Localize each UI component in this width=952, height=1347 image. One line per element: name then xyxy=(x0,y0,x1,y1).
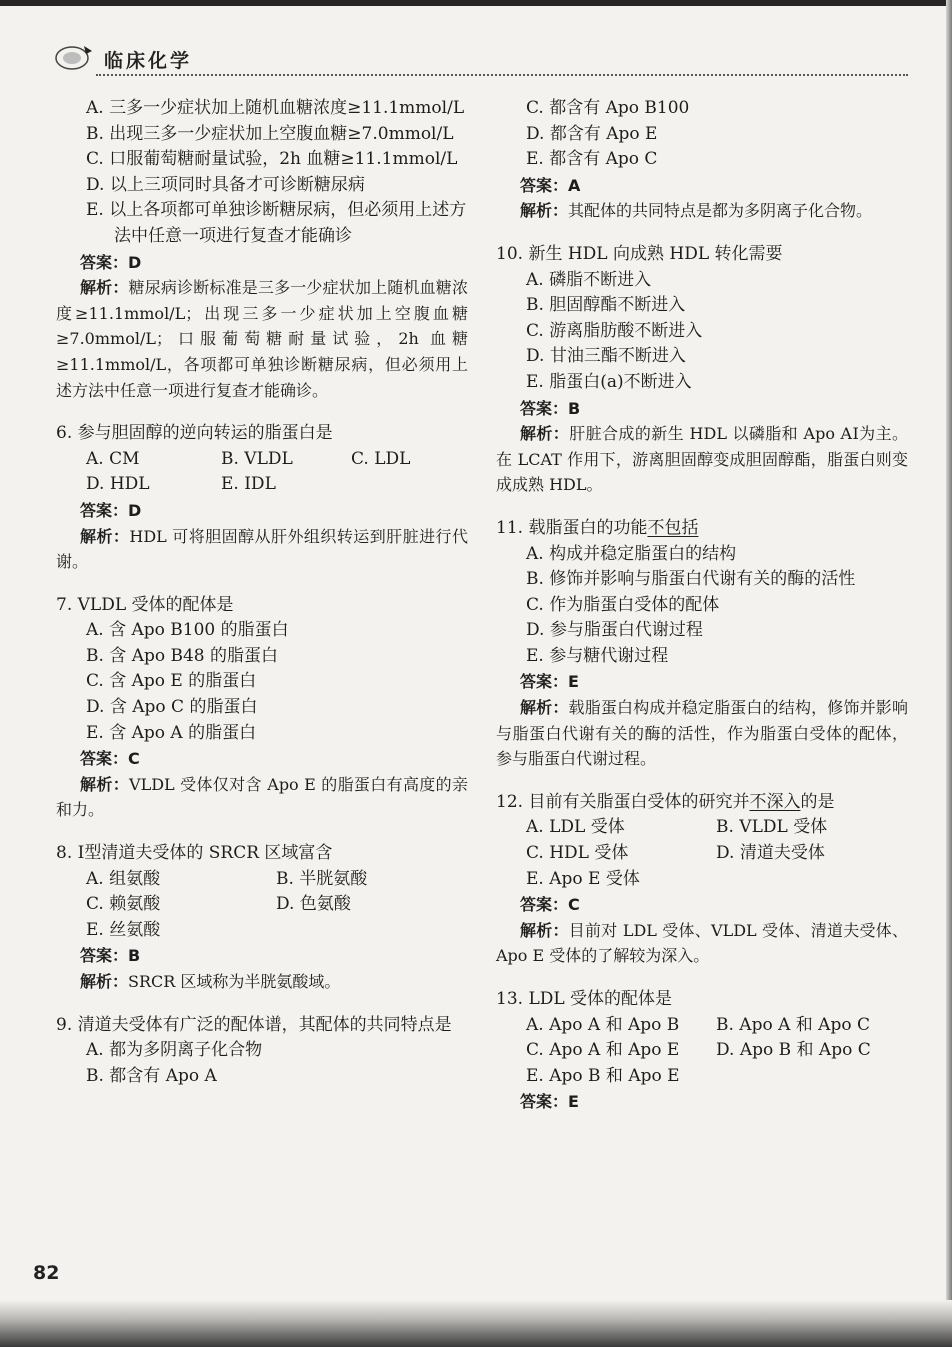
q12-explanation-label: 解析： xyxy=(520,920,569,940)
q12-stem-tail: 的是 xyxy=(800,791,835,812)
q7-answer: 答案：C xyxy=(80,749,140,769)
q11-stem-text: 11. 载脂蛋白的功能 xyxy=(496,517,648,538)
q9-option-e: E. 都含有 Apo C xyxy=(526,149,658,170)
q6-explanation xyxy=(56,524,468,575)
question-9 xyxy=(56,1013,468,1090)
q8-explanation xyxy=(56,969,468,995)
q13-answer: 答案：E xyxy=(520,1092,579,1112)
question-7 xyxy=(56,593,468,823)
q9-option-c: C. 都含有 Apo B100 xyxy=(526,98,690,118)
q11-stem xyxy=(496,516,908,542)
q9-explanation-label: 解析： xyxy=(520,201,569,221)
q6-option-b: B. VLDL xyxy=(221,448,293,469)
q11-explanation-text: 载脂蛋白构成并稳定脂蛋白的结构，修饰并影响与脂蛋白代谢有关的酶的活性，作为脂蛋白受体的配体，参与脂蛋白代谢过程。 xyxy=(496,698,908,769)
question-5 xyxy=(56,96,468,403)
q7-explanation-text: VLDL 受体仅对含 Apo E 的脂蛋白有高度的亲和力。 xyxy=(56,774,468,820)
q10-option-a: A. 磷脂不断进入 xyxy=(526,269,652,290)
q5-option-e: E. 以上各项都可单独诊断糖尿病，但必须用上述方法中任意一项进行复查才能确诊 xyxy=(86,200,467,246)
q12-answer: 答案：C xyxy=(520,895,580,915)
q7-stem: 7. VLDL 受体的配体是 xyxy=(56,594,234,615)
q7-option-c: C. 含 Apo E 的脂蛋白 xyxy=(86,671,257,692)
q11-option-c: C. 作为脂蛋白受体的配体 xyxy=(526,594,720,615)
q13-option-c: C. Apo A 和 Apo E xyxy=(526,1040,680,1061)
page-number: 82 xyxy=(33,1262,60,1284)
q5-option-a: A. 三多一少症状加上随机血糖浓度≥11.1mmol/L xyxy=(86,98,465,118)
q10-explanation-text: 肝脏合成的新生 HDL 以磷脂和 Apo AⅠ为主。在 LCAT 作用下，游离胆固醇变成胆固醇酯，脂蛋白则变成成熟 HDL。 xyxy=(496,424,908,495)
question-10 xyxy=(496,242,908,498)
q7-option-b: B. 含 Apo B48 的脂蛋白 xyxy=(86,645,279,666)
q8-options xyxy=(86,867,468,944)
q12-stem-emphasis: 不深入 xyxy=(749,791,801,812)
page-bottom-shadow xyxy=(0,1300,952,1347)
q7-option-d: D. 含 Apo C 的脂蛋白 xyxy=(86,697,258,718)
q12-explanation-text: 目前对 LDL 受体、VLDL 受体、清道夫受体、Apo E 受体的了解较为深入。 xyxy=(496,920,908,966)
q7-option-a: A. 含 Apo B100 的脂蛋白 xyxy=(86,620,289,641)
q5-answer: 答案：D xyxy=(80,252,142,272)
q10-answer: 答案：B xyxy=(520,398,581,418)
q11-option-e: E. 参与糖代谢过程 xyxy=(526,645,669,666)
q10-explanation xyxy=(496,421,908,498)
q8-explanation-label: 解析： xyxy=(80,972,129,991)
q13-option-b: B. Apo A 和 Apo C xyxy=(716,1014,870,1035)
page-top-edge xyxy=(0,0,952,6)
right-column xyxy=(496,96,908,1115)
q9-option-a: A. 都为多阴离子化合物 xyxy=(86,1040,263,1061)
q5-option-d: D. 以上三项同时具备才可诊断糖尿病 xyxy=(86,174,365,195)
q8-explanation-text: SRCR 区域称为半胱氨酸域。 xyxy=(128,972,341,991)
book-logo-icon xyxy=(52,42,96,72)
q8-option-b: B. 半胱氨酸 xyxy=(276,868,368,889)
q8-option-d: D. 色氨酸 xyxy=(276,894,351,915)
q12-option-a: A. LDL 受体 xyxy=(526,817,625,838)
q6-option-e: E. IDL xyxy=(221,474,276,495)
q6-option-c: C. LDL xyxy=(351,448,411,469)
q5-explanation-text: 糖尿病诊断标准是三多一少症状加上随机血糖浓度≥11.1mmol/L；出现三多一少症状加上空腹血糖≥7.0mmol/L；口服葡萄糖耐量试验，2h 血糖≥11.1mmol/L，各项都可单独诊断糖尿病，但必须用上述方法中任意一项进行复查才能确诊。 xyxy=(56,278,468,400)
q9-explanation xyxy=(496,198,908,224)
q9-explanation-text: 其配体的共同特点是都为多阴离子化合物。 xyxy=(568,201,873,221)
left-column xyxy=(56,96,468,1089)
q8-answer: 答案：B xyxy=(80,946,141,966)
q12-explanation xyxy=(496,918,908,969)
q12-option-d: D. 清道夫受体 xyxy=(716,843,825,864)
q12-options xyxy=(526,815,908,892)
q9-option-d: D. 都含有 Apo E xyxy=(526,123,658,144)
q5-option-b: B. 出现三多一少症状加上空腹血糖≥7.0mmol/L xyxy=(86,123,454,144)
question-9-continued xyxy=(496,96,908,224)
running-header xyxy=(52,38,912,78)
question-6 xyxy=(56,421,468,575)
q13-options xyxy=(526,1013,908,1090)
q6-option-d: D. HDL xyxy=(86,474,150,495)
q12-option-e: E. Apo E 受体 xyxy=(526,868,640,889)
q5-explanation xyxy=(56,275,468,403)
q8-stem: 8. Ⅰ型清道夫受体的 SRCR 区域富含 xyxy=(56,843,333,864)
question-8 xyxy=(56,841,468,995)
q8-option-c: C. 赖氨酸 xyxy=(86,894,161,915)
q12-option-b: B. VLDL 受体 xyxy=(716,817,828,838)
q11-stem-emphasis: 不包括 xyxy=(647,517,699,538)
q12-option-c: C. HDL 受体 xyxy=(526,843,629,864)
q12-stem-text: 12. 目前有关脂蛋白受体的研究并 xyxy=(496,791,750,812)
q13-option-a: A. Apo A 和 Apo B xyxy=(526,1014,680,1035)
q8-option-a: A. 组氨酸 xyxy=(86,868,161,889)
q6-explanation-text: HDL 可将胆固醇从肝外组织转运到肝脏进行代谢。 xyxy=(56,526,468,572)
q12-stem xyxy=(496,790,908,816)
q10-stem: 10. 新生 HDL 向成熟 HDL 转化需要 xyxy=(496,243,783,264)
question-12 xyxy=(496,790,908,969)
q8-option-e: E. 丝氨酸 xyxy=(86,919,161,940)
q10-option-d: D. 甘油三酯不断进入 xyxy=(526,346,686,367)
q6-options xyxy=(86,447,468,498)
q7-explanation xyxy=(56,772,468,823)
q6-stem: 6. 参与胆固醇的逆向转运的脂蛋白是 xyxy=(56,423,333,444)
q13-option-e: E. Apo B 和 Apo E xyxy=(526,1065,680,1086)
q9-stem: 9. 清道夫受体有广泛的配体谱，其配体的共同特点是 xyxy=(56,1014,452,1035)
question-11 xyxy=(496,516,908,772)
q11-option-d: D. 参与脂蛋白代谢过程 xyxy=(526,620,703,641)
q9-option-b: B. 都含有 Apo A xyxy=(86,1065,217,1086)
header-dotted-rule xyxy=(96,74,908,76)
q6-explanation-label: 解析： xyxy=(80,526,130,546)
q6-answer: 答案：D xyxy=(80,500,142,520)
q11-option-a: A. 构成并稳定脂蛋白的结构 xyxy=(526,543,737,564)
q11-explanation xyxy=(496,695,908,772)
q13-stem: 13. LDL 受体的配体是 xyxy=(496,989,673,1009)
q13-option-d: D. Apo B 和 Apo C xyxy=(716,1040,871,1061)
page-right-edge xyxy=(946,0,952,1347)
q10-option-e: E. 脂蛋白(a)不断进入 xyxy=(526,371,692,392)
q9-answer: 答案：A xyxy=(520,175,581,195)
q10-explanation-label: 解析： xyxy=(520,424,570,444)
q10-option-c: C. 游离脂肪酸不断进入 xyxy=(526,320,703,341)
q11-answer: 答案：E xyxy=(520,672,579,692)
header-title: 临床化学 xyxy=(104,50,193,72)
q5-option-c: C. 口服葡萄糖耐量试验，2h 血糖≥11.1mmol/L xyxy=(86,149,458,170)
q5-explanation-label: 解析： xyxy=(80,278,129,298)
q6-option-a: A. CM xyxy=(86,448,140,469)
q11-explanation-label: 解析： xyxy=(520,698,569,718)
q10-option-b: B. 胆固醇酯不断进入 xyxy=(526,295,686,316)
q7-explanation-label: 解析： xyxy=(80,774,130,794)
q7-option-e: E. 含 Apo A 的脂蛋白 xyxy=(86,722,257,743)
question-13 xyxy=(496,987,908,1115)
q11-option-b: B. 修饰并影响与脂蛋白代谢有关的酶的活性 xyxy=(526,569,856,590)
